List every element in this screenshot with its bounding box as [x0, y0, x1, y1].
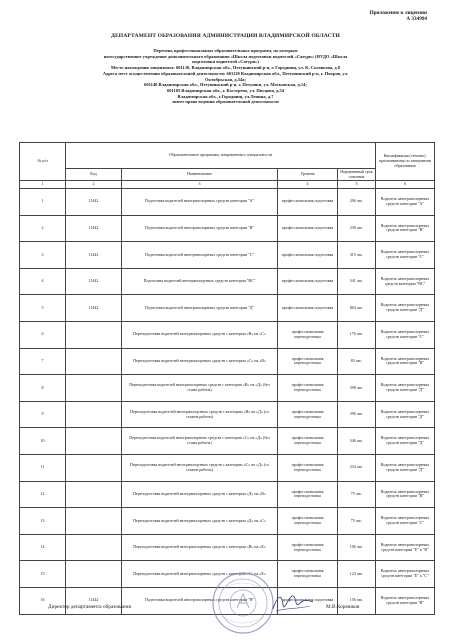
cell-program-name: Подготовка водителей автотранспортных средств категории "В" — [122, 215, 278, 242]
cell-program-name: Подготовка водителей автотранспортных средств категории "А" — [122, 189, 278, 216]
cell-code: 11442 — [66, 268, 122, 295]
cell-program-name: Переподготовка водителей автотранспортных средств с категории «С» на «Д» (без стажа работы) — [122, 428, 278, 455]
cell-program-name: Подготовка водителей автотранспортных средств категории "С" — [122, 242, 278, 269]
cell-level: профессиональная переподготовка — [278, 561, 338, 588]
cell-qualification: Водитель автотранспортных средств категории "А" — [376, 189, 435, 216]
cell-duration: 398 час. — [338, 375, 376, 402]
cell-program-name: Переподготовка водителей автотранспортных средств с категории «Д» на «С» — [122, 508, 278, 535]
cell-duration: 341 час. — [338, 268, 376, 295]
cell-qualification: Водитель автотранспортных средств категории "Е" к "С" — [376, 561, 435, 588]
cell-program-name: Переподготовка водителей автотранспортных средств с категории «В» на «Д» (со стажем работы) — [122, 401, 278, 428]
table-row — [20, 428, 435, 455]
cell-number: 13 — [20, 508, 66, 535]
table-row — [20, 295, 435, 322]
cell-number: 14 — [20, 534, 66, 561]
table-row — [20, 268, 435, 295]
cell-duration: 804 час. — [338, 295, 376, 322]
cell-number: 5 — [20, 295, 66, 322]
cell-qualification: Водитель автотранспортных средств категории "С" — [376, 321, 435, 348]
cell-level: профессиональная переподготовка — [278, 321, 338, 348]
cell-level: профессиональная переподготовка — [278, 348, 338, 375]
header-line: 601140 Владимирская обл., Петушинский р-н, г. Петушки, ул. Московская, д.14; — [144, 82, 307, 88]
cell-number: 9 — [20, 401, 66, 428]
table-row — [20, 401, 435, 428]
signatory-name: М.В.Корешков — [326, 604, 360, 610]
table-row — [20, 534, 435, 561]
cell-duration: 106 час. — [338, 534, 376, 561]
header-line: Место нахождения лицензиата: 601130, Владимирская обл., Петушинский р-н, г. Городнищ, ул. К. Соловьева, д.8 — [110, 65, 341, 71]
cell-level: профессиональная переподготовка — [278, 534, 338, 561]
cell-qualification: Водитель автотранспортных средств категории "Д" — [376, 454, 435, 481]
cell-duration: 206 час. — [338, 189, 376, 216]
table-row — [20, 375, 435, 402]
col-index: 4 — [278, 181, 338, 189]
cell-program-name: Переподготовка водителей автотранспортных средств с категории «В» на «Е» — [122, 534, 278, 561]
cell-code — [66, 348, 122, 375]
official-seal-icon — [208, 570, 278, 636]
cell-program-name: Переподготовка водителей автотранспортных средств с категории «С» на «В» — [122, 348, 278, 375]
cell-level: профессиональная подготовка — [278, 189, 338, 216]
appendix-line1: Приложение к лицензии — [369, 10, 427, 16]
cell-level: профессиональная подготовка — [278, 295, 338, 322]
cell-qualification: Водитель автотранспортных средств категории "Д" — [376, 295, 435, 322]
cell-code — [66, 321, 122, 348]
cell-number: 2 — [20, 215, 66, 242]
col-header-hours: Нормативный срок освоения — [338, 169, 376, 181]
header-line: Адреса мест осуществления образовательной деятельности: 601120 Владимирская обл., Петушинский р-н, г. Покров, ул. — [102, 70, 349, 76]
cell-duration: 176 час. — [338, 321, 376, 348]
cell-number: 7 — [20, 348, 66, 375]
cell-duration: 124 час. — [338, 561, 376, 588]
cell-level: профессиональная переподготовка — [278, 454, 338, 481]
license-header — [40, 48, 411, 105]
cell-number: 12 — [20, 481, 66, 508]
cell-level: профессиональная переподготовка — [278, 481, 338, 508]
signature-icon — [270, 590, 316, 616]
cell-program-name: Переподготовка водителей автотранспортных средств с категории «В» на «С» — [122, 321, 278, 348]
cell-number: 8 — [20, 375, 66, 402]
cell-qualification: Водитель автотранспортных средств категории "Е" к "В" — [376, 534, 435, 561]
col-header-qualification: Квалификация (степень), присваиваемая по завершении образования — [376, 143, 435, 181]
col-index: 1 — [20, 181, 66, 189]
cell-qualification: Водитель автотранспортных средств категории "В" — [376, 348, 435, 375]
cell-number: 15 — [20, 561, 66, 588]
cell-qualification: Водитель автотранспортных средств категории "Д" — [376, 375, 435, 402]
table-row — [20, 321, 435, 348]
header-line: имеет право ведения образовательной деятельности — [172, 99, 279, 105]
cell-duration: 319 час. — [338, 242, 376, 269]
col-header-name: Наименование — [122, 169, 278, 181]
cell-level: профессиональная подготовка — [278, 215, 338, 242]
cell-qualification: Водитель автотранспортных средств категории "С" — [376, 242, 435, 269]
col-header-code: Код — [66, 169, 122, 181]
table-row — [20, 348, 435, 375]
cell-qualification: Водитель автотранспортных средств категории "ВС" — [376, 268, 435, 295]
cell-program-name: Подготовка водителей автотранспортных средств категории "В" — [122, 587, 278, 614]
cell-number: 4 — [20, 268, 66, 295]
cell-number: 11 — [20, 454, 66, 481]
cell-duration: 234 час. — [338, 454, 376, 481]
header-line: подготовки водителей «Сатурн») — [192, 59, 259, 65]
cell-duration: 346 час. — [338, 428, 376, 455]
cell-level: профессиональная переподготовка — [278, 508, 338, 535]
header-line: Владимирская обл., г.Городнищ, ул.Ленина, д.7 — [177, 93, 274, 99]
cell-qualification: Водитель автотранспортных средств категории "Д" — [376, 401, 435, 428]
cell-number: 6 — [20, 321, 66, 348]
cell-code — [66, 561, 122, 588]
cell-qualification: Водитель автотранспортных средств категории "В" — [376, 215, 435, 242]
cell-code — [66, 534, 122, 561]
signatory-title: Директор департамента образования — [48, 604, 131, 610]
cell-duration: 75 час. — [338, 508, 376, 535]
cell-qualification: Водитель автотранспортных средств категории "В" — [376, 481, 435, 508]
header-line: негосударственное учреждение дополнительного образования «Школа подготовки водителей «Сатурн» (НУДО «Школа — [103, 53, 348, 59]
cell-duration: 83 час. — [338, 348, 376, 375]
cell-duration: 238 час. — [338, 215, 376, 242]
cell-code — [66, 401, 122, 428]
cell-code — [66, 481, 122, 508]
cell-code: 11442 — [66, 189, 122, 216]
cell-number: 3 — [20, 242, 66, 269]
header-line: 601105 Владимирская обл., г. Костерево, ул. Писцова, д.54 — [166, 87, 285, 93]
cell-number: 1 — [20, 189, 66, 216]
col-header-number: № п/п — [20, 143, 66, 181]
cell-level: профессиональная переподготовка — [278, 375, 338, 402]
col-index: 5 — [338, 181, 376, 189]
cell-program-name: Переподготовка водителей автотранспортных средств с категории «Д» на «В» — [122, 481, 278, 508]
header-line: Перечень профессиональных образовательных программ, по которым — [153, 48, 298, 53]
programs-table — [19, 142, 435, 615]
cell-code — [66, 375, 122, 402]
cell-level: профессиональная переподготовка — [278, 401, 338, 428]
cell-level: профессиональная подготовка — [278, 242, 338, 269]
cell-duration: 156 час. — [338, 587, 376, 614]
appendix-note — [370, 10, 427, 22]
cell-duration: 296 час. — [338, 401, 376, 428]
cell-program-name: Подготовка водителей автотранспортных средств категории "Д" — [122, 295, 278, 322]
cell-number: 10 — [20, 428, 66, 455]
cell-qualification: Водитель автотранспортных средств категории "В" — [376, 587, 435, 614]
cell-qualification: Водитель автотранспортных средств категории "С" — [376, 508, 435, 535]
cell-code — [66, 508, 122, 535]
cell-code: 11442 — [66, 242, 122, 269]
cell-duration: 75 час. — [338, 481, 376, 508]
table-row — [20, 189, 435, 216]
table-row — [20, 508, 435, 535]
appendix-number: А 334994 — [406, 16, 427, 23]
cell-number: 16 — [20, 587, 66, 614]
table-row — [20, 454, 435, 481]
cell-program-name: Переподготовка водителей автотранспортных средств с категории «В» на «Д» (без стажа работы) — [122, 375, 278, 402]
cell-level: профессиональная подготовка — [278, 268, 338, 295]
col-index: 6 — [376, 181, 435, 189]
col-index: 3 — [122, 181, 278, 189]
col-header-level: Уровень — [278, 169, 338, 181]
cell-code — [66, 428, 122, 455]
col-header-group: Образовательные программы, направления и специальности — [66, 143, 376, 169]
cell-code: 11442 — [66, 215, 122, 242]
cell-code: 11442 — [66, 295, 122, 322]
cell-qualification: Водитель автотранспортных средств категории "Д" — [376, 428, 435, 455]
department-title: ДЕПАРТАМЕНТ ОБРАЗОВАНИЯ АДМИНИСТРАЦИИ ВЛАДИМИРСКОЙ ОБЛАСТИ — [111, 33, 340, 39]
header-line: Октябрьская, д.54а; — [205, 76, 246, 82]
cell-program-name: Подготовка водителей автотранспортных средств категории "ВС" — [122, 268, 278, 295]
table-row — [20, 481, 435, 508]
col-index: 2 — [66, 181, 122, 189]
cell-program-name: Переподготовка водителей автотранспортных средств с категории «С» на «Д» (со стажем работы) — [122, 454, 278, 481]
cell-level: профессиональная подготовка — [278, 587, 338, 614]
cell-code: 11442 — [66, 587, 122, 614]
cell-code — [66, 454, 122, 481]
table-row — [20, 242, 435, 269]
table-row — [20, 215, 435, 242]
cell-program-name: Переподготовка водителей автотранспортных средств с категории «С» на «Е» — [122, 561, 278, 588]
cell-level: профессиональная переподготовка — [278, 428, 338, 455]
